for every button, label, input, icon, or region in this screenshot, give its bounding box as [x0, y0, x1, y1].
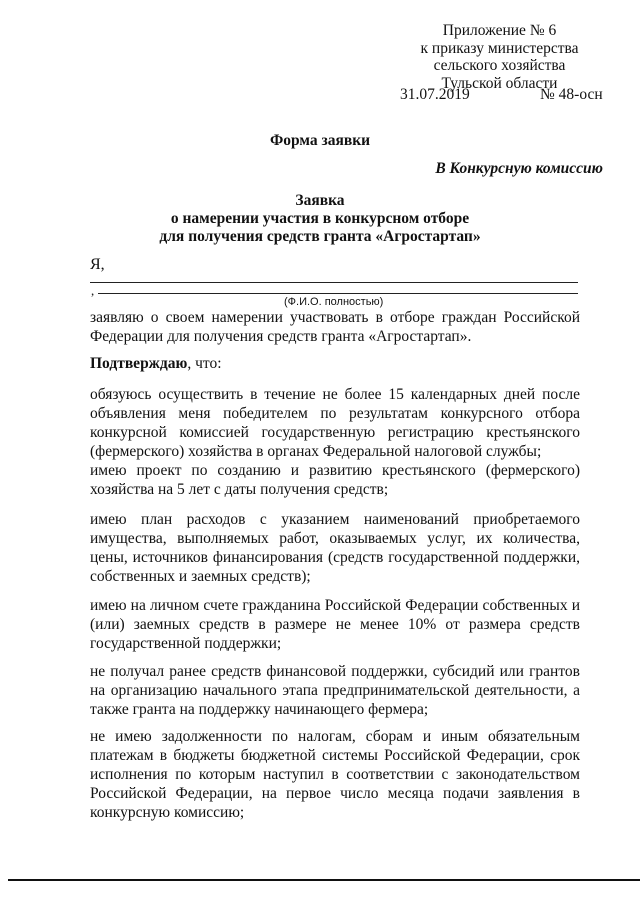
appendix-line: сельского хозяйства [433, 57, 566, 74]
fio-caption: (Ф.И.О. полностью) [284, 296, 384, 308]
fio-line-2 [98, 293, 578, 294]
page-bottom-rule [8, 879, 640, 881]
application-subtitle-1: о намерении участия в конкурсном отборе [170, 210, 470, 227]
list-item: не получал ранее средств финансовой поддержки, субсидий или грантов на организацию начального этапа предпринимательской деятельности, а также гранта на поддержку начинающего фермера; [90, 663, 580, 718]
applicant-comma: , [91, 283, 95, 298]
order-date: 31.07.2019 [400, 86, 470, 103]
appendix-header [392, 22, 607, 92]
applicant-statement: заявляю о своем намерении участвовать в отборе граждан Российской Федерации для получения средств гранта «Агростартап». [90, 309, 580, 345]
fio-line-1 [90, 282, 578, 283]
application-title: Заявка [295, 192, 345, 209]
confirm-label: Подтверждаю [90, 355, 188, 372]
order-number: № 48-осн [540, 86, 603, 103]
confirm-line [90, 355, 222, 373]
appendix-line: Тульской области [441, 74, 558, 92]
form-title: Форма заявки [269, 132, 371, 149]
appendix-line: Приложение № 6 [442, 22, 557, 39]
list-item: обязуюсь осуществить в течение не более 15 календарных дней после объявления меня победителем по результатам конкурсного отбора конкурсной комиссией государственную регистрацию крестьянского (фермерского) хозяйства в органах Федеральной налоговой службы; [90, 386, 580, 460]
list-item: имею на личном счете гражданина Российской Федерации собственных и (или) заемных средств в размере не менее 10% от размера средств государственной поддержки; [90, 597, 580, 652]
confirm-suffix: , что: [187, 355, 222, 372]
addressee: В Конкурсную комиссию [435, 160, 603, 177]
application-subtitle-2: для получения средств гранта «Агростартап» [159, 228, 481, 245]
applicant-prefix: Я, [90, 256, 105, 273]
appendix-line: к приказу министерства [420, 39, 579, 57]
list-item: имею план расходов с указанием наименований приобретаемого имущества, выполняемых работ, оказываемых услуг, их количества, цены, источников финансирования (средств государственной поддержки, собственных и заемных средств); [90, 511, 580, 585]
list-item: имею проект по созданию и развитию крестьянского (фермерского) хозяйства на 5 лет с даты получения средств; [90, 462, 580, 498]
list-item: не имею задолженности по налогам, сборам и иным обязательным платежам в бюджеты бюджетной системы Российской Федерации, срок исполнения по которым наступил в соответствии с законодательством Российской Федерации, на первое число месяца подачи заявления в конкурсную комиссию; [90, 728, 580, 821]
